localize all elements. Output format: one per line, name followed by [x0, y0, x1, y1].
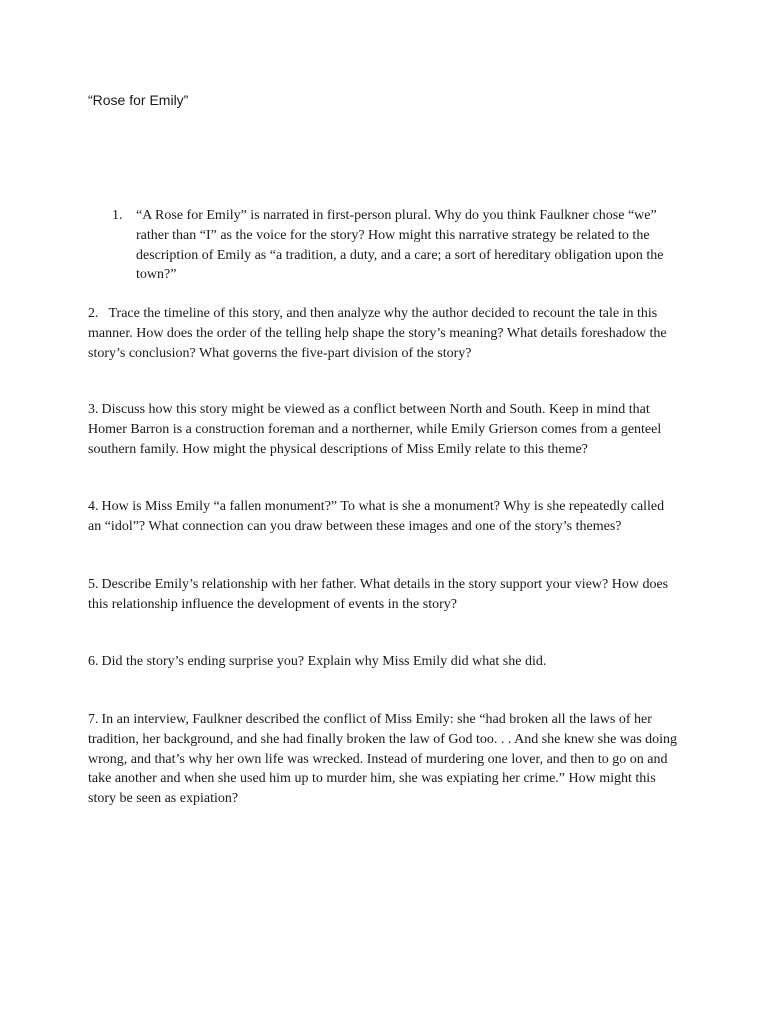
document-title: “Rose for Emily” — [88, 92, 189, 108]
question-2 — [88, 304, 678, 363]
question-7 — [88, 710, 678, 809]
question-2-number: 2. — [88, 306, 99, 321]
question-3-number: 3. — [88, 402, 99, 417]
question-1-number: 1. — [112, 208, 123, 223]
question-2-text: Trace the timeline of this story, and then analyze why the author decided to recount the tale in this manner. How does the order of the telling help shape the story’s meaning? What details foreshadow the story’s conclusion? What governs the five-part division of the story? — [88, 306, 667, 361]
question-7-text: In an interview, Faulkner described the conflict of Miss Emily: she “had broken all the laws of her tradition, her background, and she had finally broken the law of God too. . . And she knew she was doing wrong, and that’s why her own life was wrecked. Instead of murdering one lover, and then to go on and take another and when she used him up to murder him, she was expiating her crime.” How might this story be seen as expiation? — [88, 712, 678, 807]
question-6 — [88, 652, 678, 672]
question-4 — [88, 497, 678, 537]
question-1-text: “A Rose for Emily” is narrated in first-person plural. Why do you think Faulkner chose “we” rather than “I” as the voice for the story? How might this narrative strategy be related to the description of Emily as “a tradition, a duty, and a care; a sort of hereditary obligation upon the town?” — [136, 208, 664, 283]
question-1 — [112, 206, 672, 285]
question-4-number: 4. — [88, 499, 99, 514]
question-6-text: Did the story’s ending surprise you? Explain why Miss Emily did what she did. — [101, 654, 547, 669]
question-3-text: Discuss how this story might be viewed as a conflict between North and South. Keep in mind that Homer Barron is a construction foreman and a northerner, while Emily Grierson comes from a genteel southern family. How might the physical descriptions of Miss Emily relate to this theme? — [88, 402, 662, 457]
question-3 — [88, 400, 678, 459]
question-7-number: 7. — [88, 712, 99, 727]
question-5-text: Describe Emily’s relationship with her father. What details in the story support your view? How does this relationship influence the development of events in the story? — [88, 577, 669, 612]
question-6-number: 6. — [88, 654, 99, 669]
question-4-text: How is Miss Emily “a fallen monument?” To what is she a monument? Why is she repeatedly called an “idol”? What connection can you draw between these images and one of the story’s themes? — [88, 499, 665, 534]
question-5-number: 5. — [88, 577, 99, 592]
question-5 — [88, 575, 678, 615]
